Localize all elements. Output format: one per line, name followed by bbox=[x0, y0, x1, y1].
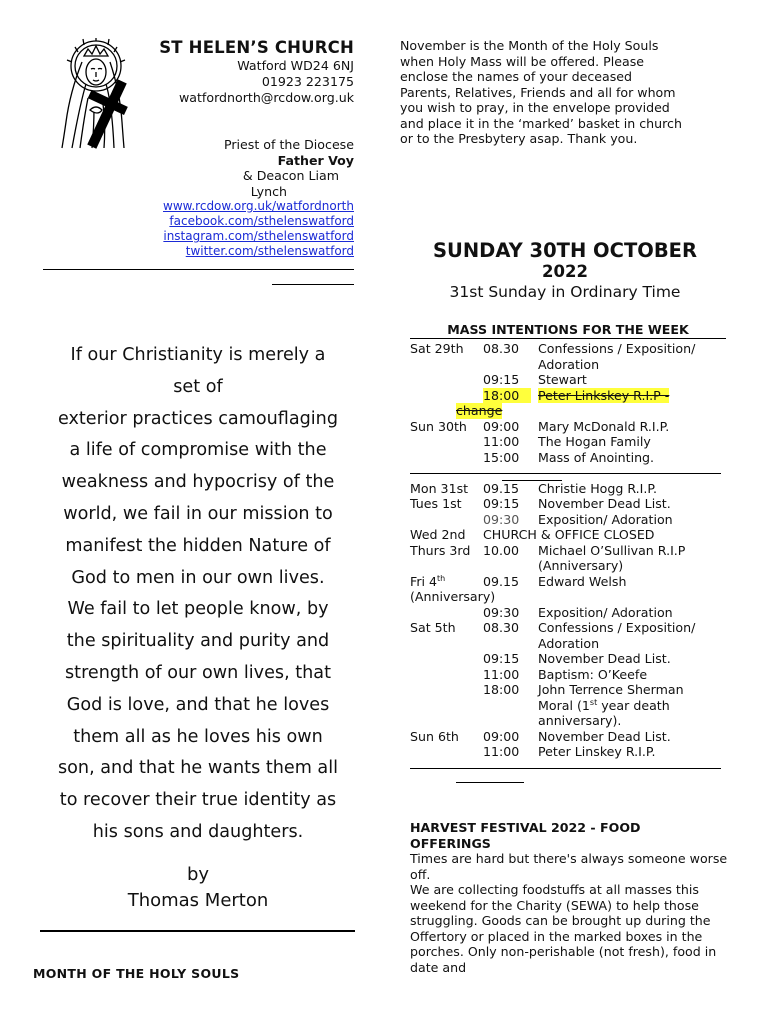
quote-line: the spirituality and purity and bbox=[66, 631, 330, 652]
ordinal-suffix: st bbox=[589, 697, 598, 707]
mass-row bbox=[410, 512, 730, 528]
mass-intentions-heading: MASS INTENTIONS FOR THE WEEK bbox=[410, 322, 726, 339]
mass-intention: anniversary). bbox=[538, 713, 622, 728]
mass-row bbox=[410, 434, 730, 450]
quote-line: manifest the hidden Nature of bbox=[65, 535, 331, 556]
church-phone: 01923 223175 bbox=[261, 74, 354, 89]
ordinal-suffix: th bbox=[437, 573, 446, 583]
header-divider-short bbox=[272, 284, 354, 285]
mass-row bbox=[410, 496, 730, 512]
mass-intention: November Dead List. bbox=[538, 496, 671, 511]
merton-quote bbox=[38, 340, 358, 849]
mass-day: Tues 1st bbox=[410, 496, 462, 511]
mass-row bbox=[410, 729, 730, 745]
twitter-link[interactable]: twitter.com/sthelenswatford bbox=[185, 244, 354, 258]
mass-row bbox=[410, 419, 730, 435]
quote-line: strength of our own lives, that bbox=[65, 662, 331, 683]
separator-line bbox=[410, 473, 721, 474]
quote-line: to recover their true identity as bbox=[59, 790, 337, 811]
mass-intention: Mary McDonald R.I.P. bbox=[538, 418, 670, 434]
mass-row bbox=[410, 543, 730, 559]
mass-intention: Exposition/ Adoration bbox=[538, 511, 673, 527]
website-link[interactable]: www.rcdow.org.uk/watfordnorth bbox=[163, 199, 354, 213]
mass-intention: Adoration bbox=[538, 356, 600, 372]
mass-day: Sun 30th bbox=[410, 418, 467, 434]
mass-time: 09:15 bbox=[483, 372, 520, 387]
mass-time: 08.30 bbox=[483, 341, 520, 356]
mass-time: 11:00 bbox=[483, 744, 520, 759]
harvest-heading: HARVEST FESTIVAL 2022 - FOOD OFFERINGS bbox=[410, 820, 641, 851]
mass-time: 08.30 bbox=[483, 620, 520, 635]
mass-intention: Adoration bbox=[538, 635, 600, 651]
mass-row bbox=[410, 651, 730, 667]
separator-line bbox=[410, 768, 721, 769]
mass-intention: Peter Linskey R.I.P. bbox=[538, 744, 656, 759]
mass-time: 09:00 bbox=[483, 418, 520, 434]
mass-row bbox=[410, 481, 730, 497]
quote-line: God to men in our own lives. bbox=[71, 567, 325, 588]
mass-time: 09:30 bbox=[483, 511, 520, 527]
quote-line: a life of compromise with the bbox=[69, 440, 327, 461]
intro-line: you wish to pray, in the envelope provided bbox=[400, 100, 670, 115]
mass-row bbox=[410, 682, 730, 698]
mass-time: 09:30 bbox=[483, 604, 520, 620]
mass-day: Mon 31st bbox=[410, 480, 469, 496]
quote-line: God is love, and that he loves bbox=[66, 694, 330, 715]
mass-row-highlighted bbox=[410, 403, 730, 419]
holy-souls-heading: MONTH OF THE HOLY SOULS bbox=[33, 966, 240, 981]
mass-time: 11:00 bbox=[483, 666, 520, 682]
church-name: ST HELEN’S CHURCH bbox=[159, 38, 354, 57]
mass-row bbox=[410, 357, 730, 373]
quote-by: by bbox=[186, 864, 210, 885]
intention-text: Moral (1 bbox=[538, 697, 590, 713]
quote-line: his sons and daughters. bbox=[92, 821, 304, 842]
harvest-body bbox=[410, 851, 730, 975]
mass-intention: November Dead List. bbox=[538, 651, 671, 666]
mass-intention bbox=[538, 698, 670, 714]
mass-day-text: Fri 4 bbox=[410, 573, 438, 589]
quote-line: world, we fail in our mission to bbox=[63, 503, 333, 524]
mass-time: 09:15 bbox=[483, 496, 520, 511]
mass-day: Sat 5th bbox=[410, 620, 456, 635]
quote-divider bbox=[40, 930, 355, 932]
mass-time: 09:15 bbox=[483, 651, 520, 666]
mass-intention: Michael O’Sullivan R.I.P bbox=[538, 542, 686, 558]
mass-time: 11:00 bbox=[483, 434, 520, 449]
harvest-paragraph: We are collecting foodstuffs at all masses this weekend for the Charity (SEWA) to help those struggling. Goods can be brought up during the Offertory or placed in the marked boxes in the porches. Only non-perishable (not fresh), food in date and bbox=[410, 882, 717, 975]
mass-time: 10.00 bbox=[483, 542, 520, 558]
mass-row bbox=[410, 558, 730, 574]
intro-line: Parents, Relatives, Friends and all for whom bbox=[400, 84, 676, 100]
mass-intention-continued: change bbox=[456, 403, 503, 418]
holy-souls-intro bbox=[400, 38, 730, 147]
quote-line: weakness and hypocrisy of the bbox=[61, 472, 335, 493]
mass-row bbox=[410, 620, 730, 636]
quote-line: We fail to let people know, by bbox=[67, 599, 329, 620]
mass-row bbox=[410, 744, 730, 760]
quote-line: exterior practices camouflaging bbox=[57, 408, 338, 429]
intro-line: when Holy Mass will be offered. Please bbox=[400, 53, 645, 69]
mass-intention: Christie Hogg R.I.P. bbox=[538, 480, 658, 496]
intro-line: November is the Month of the Holy Souls bbox=[400, 38, 659, 53]
church-address: Watford WD24 6NJ bbox=[237, 58, 354, 73]
mass-day: Wed 2nd bbox=[410, 527, 466, 542]
mass-time: 18:00 bbox=[483, 388, 531, 404]
mass-intention: Exposition/ Adoration bbox=[538, 604, 673, 620]
mass-time: 15:00 bbox=[483, 449, 520, 465]
mass-intention: Stewart bbox=[538, 372, 587, 387]
mass-row bbox=[410, 636, 730, 652]
mass-row-highlighted bbox=[410, 388, 730, 404]
quote-attribution bbox=[38, 862, 358, 914]
mass-intention: Confessions / Exposition/ bbox=[538, 620, 696, 635]
bulletin-date-title: SUNDAY 30TH OCTOBER bbox=[432, 239, 698, 262]
mass-intention: John Terrence Sherman bbox=[538, 682, 684, 697]
mass-intention: November Dead List. bbox=[538, 728, 671, 744]
st-helen-logo bbox=[44, 38, 139, 150]
mass-intention: The Hogan Family bbox=[538, 434, 651, 449]
liturgical-subtitle: 31st Sunday in Ordinary Time bbox=[449, 283, 681, 301]
intro-line: or to the Presbytery asap. Thank you. bbox=[400, 131, 638, 146]
mass-time: 18:00 bbox=[483, 682, 520, 697]
mass-intention: (Anniversary) bbox=[538, 558, 624, 573]
mass-intention: Confessions / Exposition/ bbox=[538, 341, 696, 356]
mass-intention: (Anniversary) bbox=[410, 589, 496, 604]
mass-day bbox=[410, 574, 445, 590]
deacon-line-1: & Deacon Liam bbox=[242, 168, 339, 183]
week-separator bbox=[410, 465, 730, 481]
mass-time: 09.15 bbox=[483, 573, 520, 589]
mass-row bbox=[410, 372, 730, 388]
mass-row bbox=[410, 450, 730, 466]
facebook-link[interactable]: facebook.com/sthelenswatford bbox=[169, 214, 354, 228]
mass-time: 09.15 bbox=[483, 480, 520, 496]
deacon-line-2: Lynch bbox=[250, 184, 287, 199]
week-separator bbox=[410, 760, 730, 776]
mass-row bbox=[410, 574, 730, 590]
bulletin-year: 2022 bbox=[542, 262, 588, 281]
quote-line: set of bbox=[173, 376, 223, 397]
instagram-link[interactable]: instagram.com/sthelenswatford bbox=[163, 229, 354, 243]
quote-author: Thomas Merton bbox=[127, 890, 269, 911]
mass-intention: CHURCH & OFFICE CLOSED bbox=[483, 527, 655, 542]
mass-intentions-table bbox=[410, 341, 730, 775]
quote-line: son, and that he wants them all bbox=[58, 758, 338, 779]
intention-text: year death bbox=[597, 697, 670, 713]
church-email: watfordnorth@rcdow.org.uk bbox=[178, 90, 354, 105]
mass-row bbox=[410, 713, 730, 729]
mass-day: Sat 29th bbox=[410, 341, 464, 356]
quote-line: them all as he loves his own bbox=[73, 726, 323, 747]
mass-row bbox=[410, 341, 730, 357]
mass-row bbox=[410, 527, 730, 543]
mass-row bbox=[410, 667, 730, 683]
mass-intention: Baptism: O’Keefe bbox=[538, 666, 648, 682]
mass-time: 09:00 bbox=[483, 728, 520, 744]
quote-line: If our Christianity is merely a bbox=[70, 345, 326, 365]
mass-row bbox=[410, 698, 730, 714]
priest-name: Father Voy bbox=[277, 153, 354, 168]
priest-role: Priest of the Diocese bbox=[224, 137, 354, 152]
mass-day: Sun 6th bbox=[410, 728, 459, 744]
mass-intention: Mass of Anointing. bbox=[538, 449, 655, 465]
mass-day: Thurs 3rd bbox=[410, 542, 471, 558]
intro-line: and place it in the ‘marked’ basket in church bbox=[400, 115, 682, 131]
mass-row bbox=[410, 605, 730, 621]
mass-intention: Edward Welsh bbox=[538, 573, 627, 589]
mass-intention: Peter Linkskey R.I.P - bbox=[538, 387, 670, 403]
mass-row bbox=[410, 589, 730, 605]
intro-line: enclose the names of your deceased bbox=[400, 69, 633, 84]
harvest-paragraph: Times are hard but there's always someone worse off. bbox=[410, 851, 728, 882]
separator-line-short bbox=[456, 782, 524, 783]
header-divider bbox=[43, 269, 354, 270]
